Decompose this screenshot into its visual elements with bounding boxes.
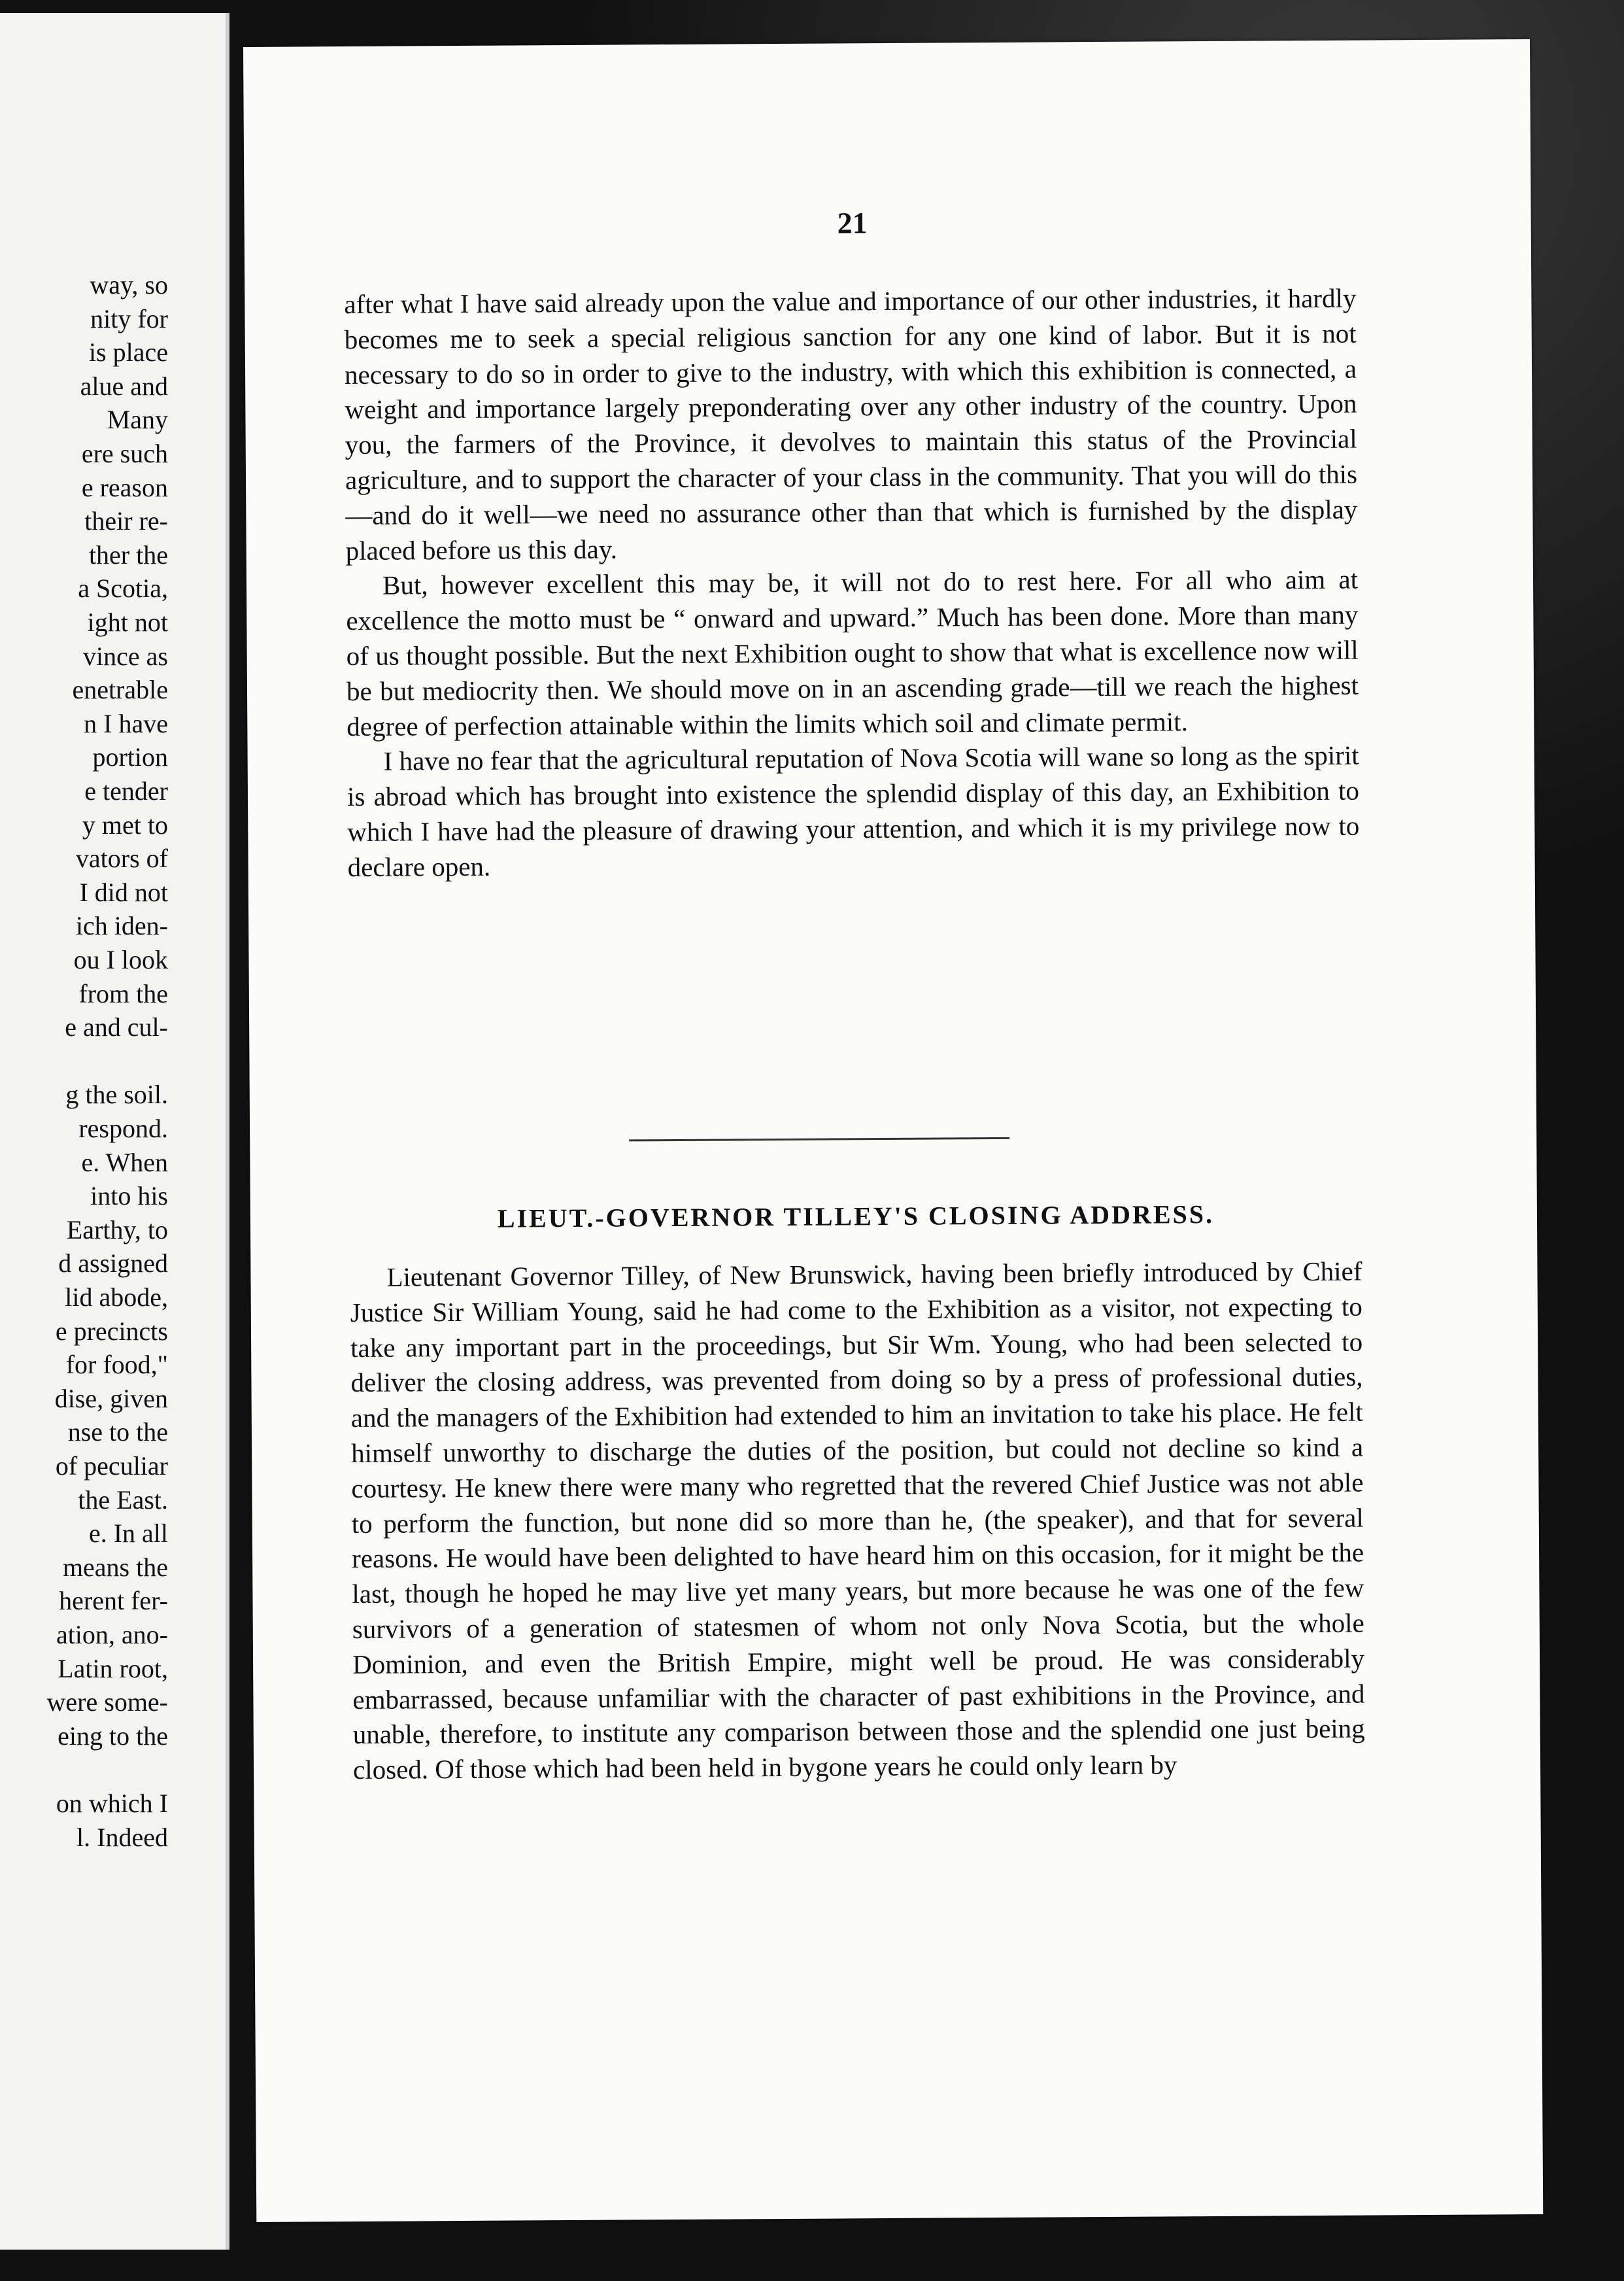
previous-page-line: into his [90, 1181, 168, 1211]
previous-page-line: herent fer- [59, 1586, 168, 1616]
page-number: 21 [837, 206, 868, 240]
section-divider [629, 1137, 1009, 1142]
previous-page-line: y met to [82, 810, 168, 840]
previous-page-line: of peculiar [55, 1451, 168, 1481]
previous-page-line: ou I look [73, 945, 168, 974]
previous-page-line: a Scotia, [78, 574, 168, 604]
previous-page-line: ight not [87, 608, 168, 637]
previous-page-line: e. When [81, 1147, 168, 1177]
paragraph: But, however excellent this may be, it will not do to rest here. For all who aim at excellence the motto must be “ onward and upward.” Much has been done. More than many of us thought possible. But the next Exhibition ought to show that what is excellence now will be but mediocrity then. We should move on in an ascending grade—till we reach the highest degree of perfection attainable within the limits which soil and climate permit. [346, 564, 1359, 742]
previous-page-line: Earthy, to [66, 1214, 168, 1244]
book-page [243, 39, 1543, 2222]
previous-page-line: e tender [84, 776, 168, 806]
previous-page-line: Many [107, 405, 168, 435]
previous-page-line: enetrable [72, 675, 168, 705]
previous-page-line: e precincts [55, 1316, 168, 1346]
previous-page-line: way, so [90, 270, 168, 300]
paragraph: I have no fear that the agricultural reputation of Nova Scotia will wane so long as the spirit is abroad which has brought into existence the splendid display of this day, an Exhibition to which I have had the pleasure of drawing your attention, and which it is my privilege now to declare open. [347, 740, 1360, 882]
previous-page-line: vince as [83, 641, 168, 671]
previous-page-line: ere such [81, 439, 168, 468]
previous-page-line: alue and [80, 371, 168, 401]
previous-page-line: were some- [46, 1687, 168, 1717]
previous-page-line: means the [62, 1552, 168, 1582]
previous-page-line: ther the [88, 540, 168, 570]
paragraph: after what I have said already upon the value and importance of our other industries, it hardly becomes me to seek a special religious sanction for any one kind of labor. But it is not necessary to do so in order to give to the industry, with which this exhibition is connected, a weight and importance largely preponderating over any other industry of the country. Upon you, the farmers of the Province, it devolves to maintain this status of the Provincial agriculture, and to support the character of your class in the community. That you will do this—and do it well—we need no assurance other than that which is furnished by the display placed before us this day. [344, 283, 1358, 566]
previous-page-line: e. In all [88, 1518, 168, 1549]
previous-page-line: lid abode, [65, 1282, 168, 1312]
previous-page-line: g the soil. [65, 1080, 168, 1110]
previous-page-line: vators of [75, 844, 168, 874]
previous-page-line: I did not [79, 877, 168, 907]
previous-page-line: n I have [84, 708, 168, 738]
previous-page-line: e and cul- [65, 1012, 168, 1042]
previous-page-line: is place [88, 337, 168, 368]
previous-page-line: nse to the [67, 1417, 168, 1447]
opening-text [344, 281, 1360, 885]
previous-page-line: l. Indeed [76, 1822, 168, 1852]
previous-page-line: Latin root, [58, 1653, 168, 1683]
previous-page-edge [0, 13, 229, 2250]
previous-page-line: for food," [65, 1350, 168, 1380]
previous-page-line: dise, given [54, 1383, 168, 1413]
previous-page-line: nity for [90, 303, 168, 334]
previous-page-line: on which I [56, 1789, 168, 1818]
section-heading: LIEUT.-GOVERNOR TILLEY'S CLOSING ADDRESS. [497, 1199, 1215, 1233]
previous-page-line: their re- [84, 506, 168, 536]
previous-page-line: the East. [78, 1484, 168, 1515]
paragraph: Lieutenant Governor Tilley, of New Brunswick, having been briefly introduced by Chief Justice Sir William Young, said he had come to the Exhibition as a visitor, not expecting to take any important part in the proceedings, but Sir Wm. Young, who had been selected to deliver the closing address, was prevented from doing so by a press of professional duties, and the managers of the Exhibition had extended to him an invitation to take his place. He felt himself unworthy to discharge the duties of the position, but could not decline so kind a courtesy. He knew there were many who regretted that the revered Chief Justice was not able to perform the function, but none did so more than he, (the speaker), and that for several reasons. He would have been delighted to have heard him on this occasion, for it might be the last, though he hoped he may live yet many years, but more because he was one of the few survivors of a generation of statesmen of whom not only Nova Scotia, but the whole Dominion, and even the British Empire, might well be proud. He was considerably embarrassed, because unfamiliar with the character of past exhibitions in the Province, and unable, therefore, to institute any comparison between those and the splendid one just being closed. Of those which had been held in bygone years he could only learn by [350, 1256, 1365, 1785]
previous-page-line: respond. [78, 1114, 168, 1143]
previous-page-line: d assigned [58, 1248, 168, 1278]
previous-page-line: ation, ano- [56, 1620, 168, 1649]
address-text [350, 1254, 1365, 1788]
previous-page-line: portion [92, 742, 168, 772]
previous-page-line: eing to the [58, 1721, 168, 1751]
previous-page-line: from the [78, 978, 168, 1008]
previous-page-line: e reason [81, 472, 168, 502]
previous-page-line: ich iden- [75, 911, 168, 941]
